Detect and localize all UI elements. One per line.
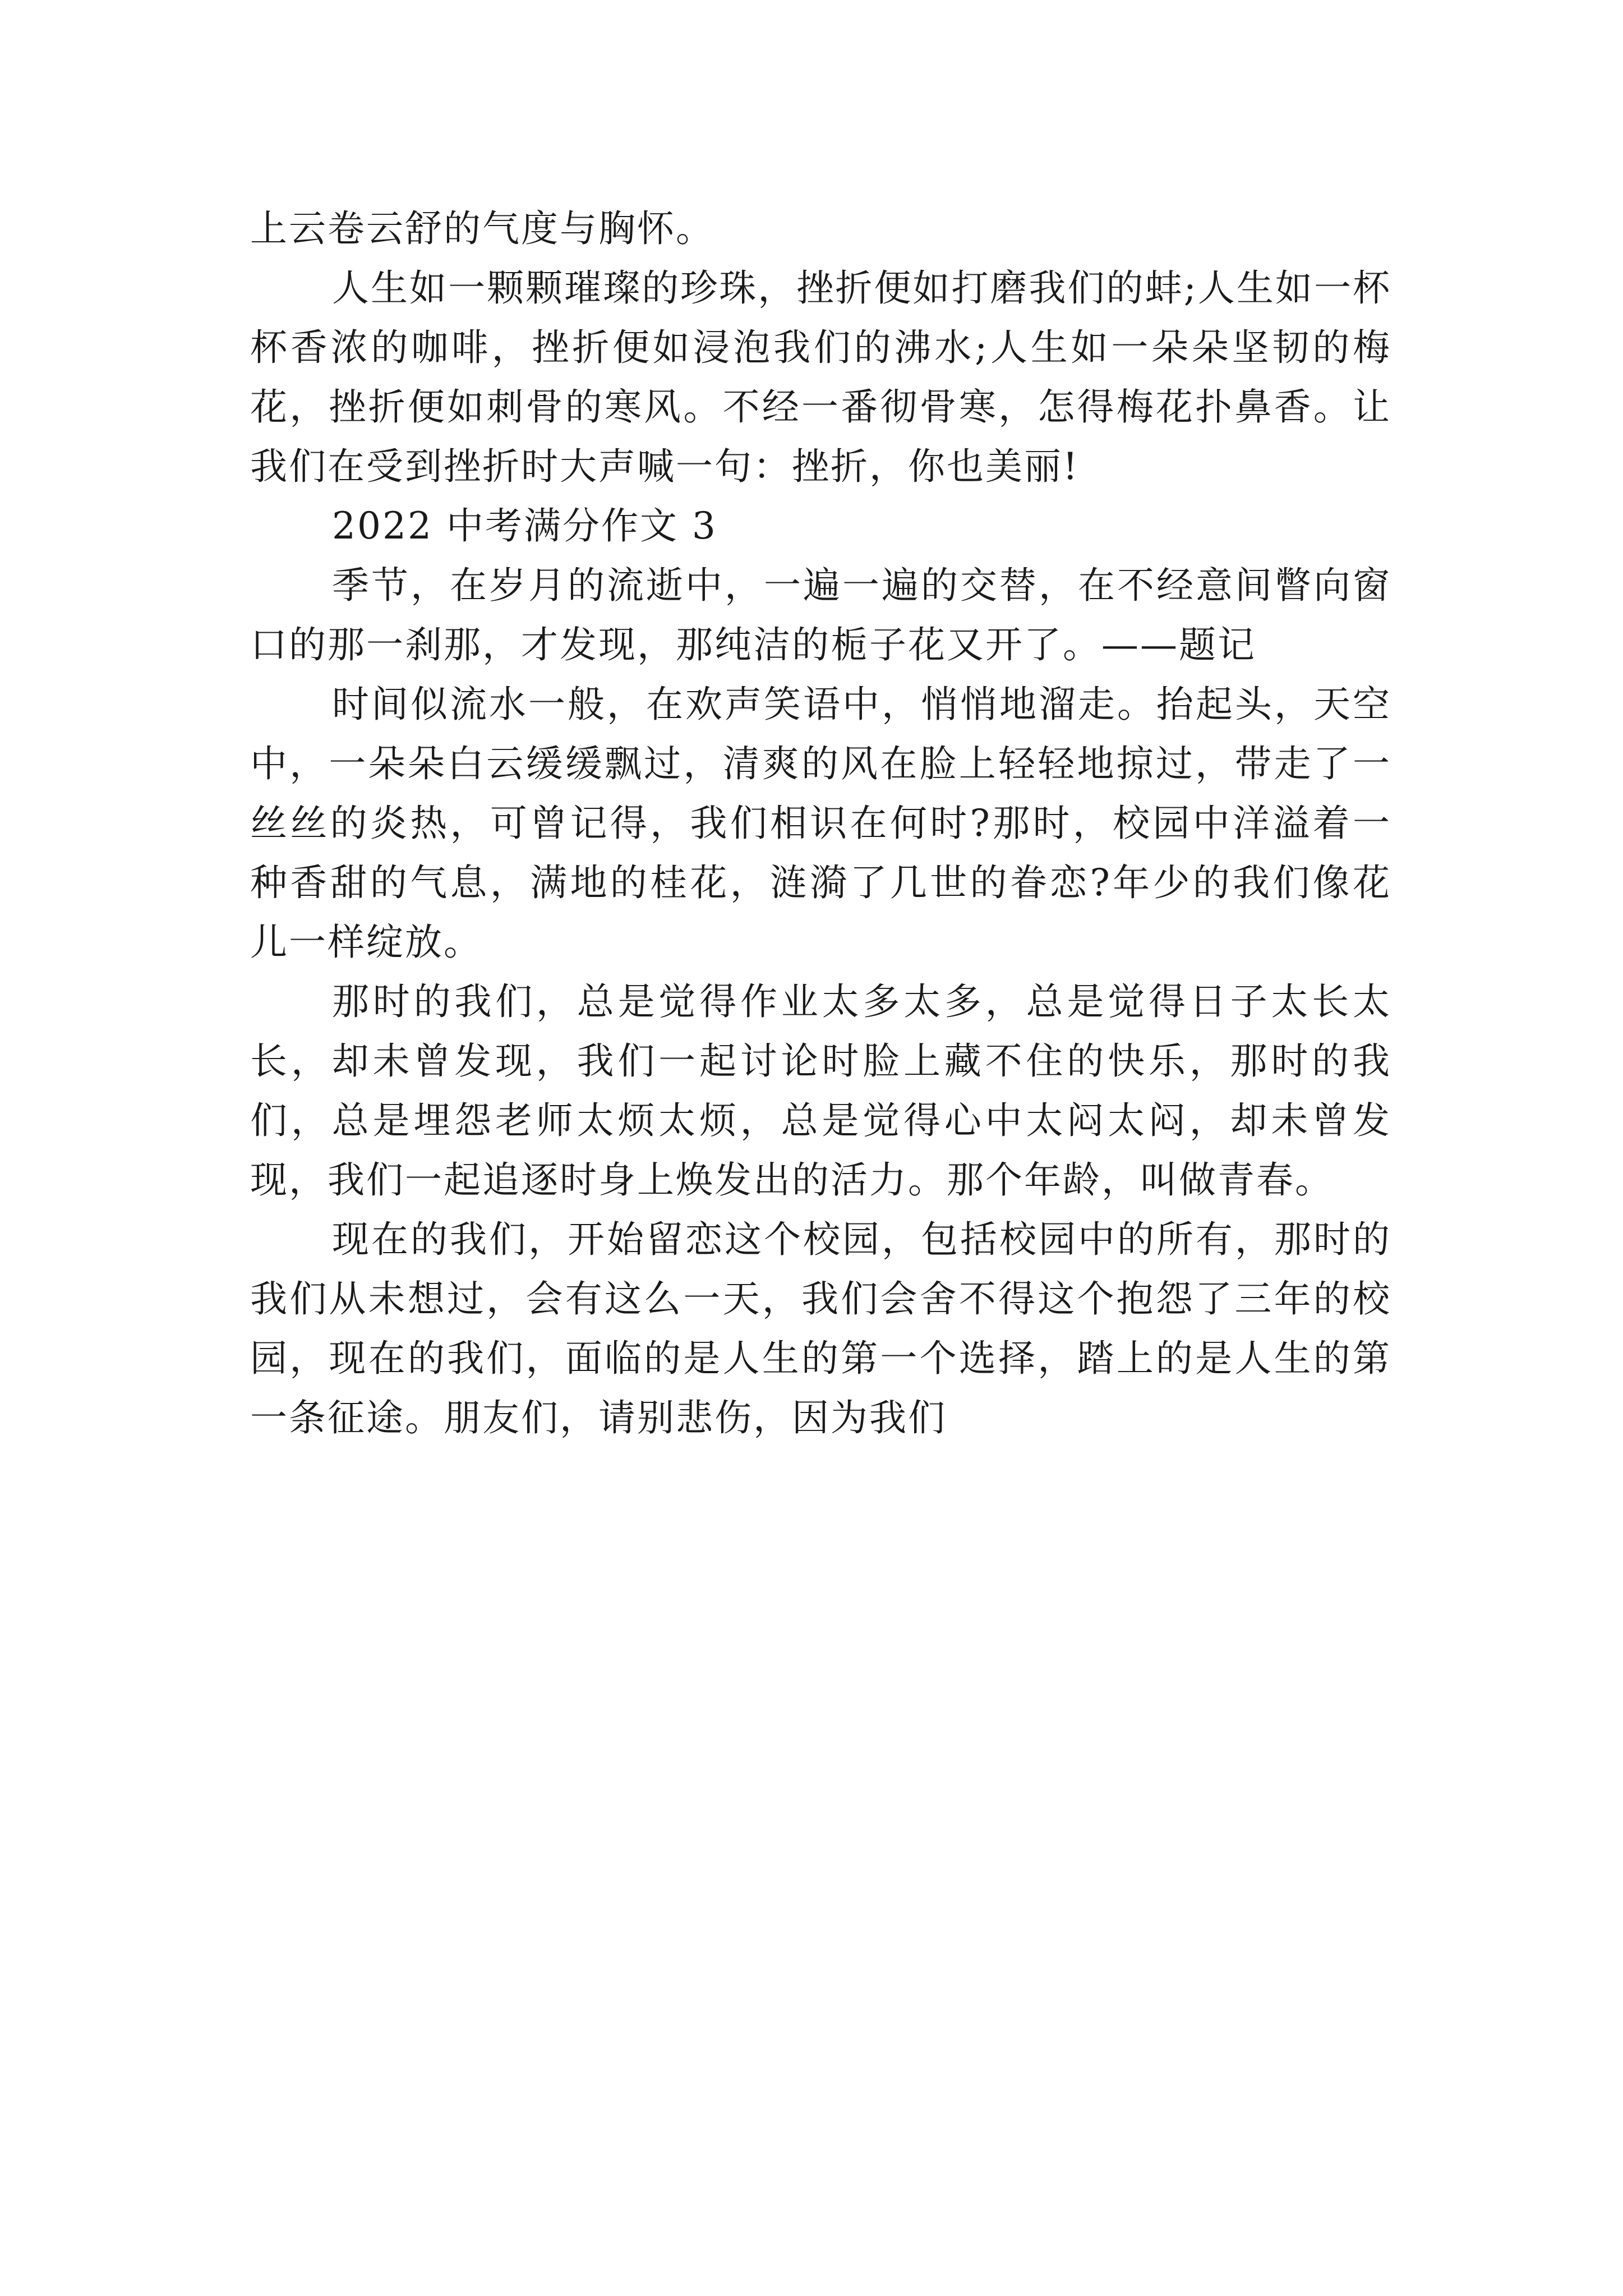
paragraph-time-flows: 时间似流水一般，在欢声笑语中，悄悄地溜走。抬起头，天空中，一朵朵白云缓缓飘过，清爽的风在脸上轻轻地掠过，带走了一丝丝的炎热，可曾记得，我们相识在何时?那时，校园中洋溢着一种香甜的气息，满地的桂花，涟漪了几世的眷恋?年少的我们像花儿一样绽放。	[250, 683, 1391, 964]
paragraph-epigraph: 季节，在岁月的流逝中，一遍一遍的交替，在不经意间瞥向窗口的那一刹那，才发现，那纯洁的栀子花又开了。——题记	[250, 564, 1391, 666]
paragraph-setback-metaphor: 人生如一颗颗璀璨的珍珠，挫折便如打磨我们的蚌;人生如一杯杯香浓的咖啡，挫折便如浸泡我们的沸水;人生如一朵朵坚韧的梅花，挫折便如刺骨的寒风。不经一番彻骨寒，怎得梅花扑鼻香。让我们在受到挫折时大声喊一句：挫折，你也美丽!	[250, 266, 1391, 488]
paragraph-continued: 上云卷云舒的气度与胸怀。	[250, 207, 714, 250]
essay-body	[250, 199, 1391, 1448]
essay-heading: 2022 中考满分作文 3	[332, 504, 717, 547]
paragraph-youth: 那时的我们，总是觉得作业太多太多，总是觉得日子太长太长，却未曾发现，我们一起讨论时脸上藏不住的快乐，那时的我们，总是埋怨老师太烦太烦，总是觉得心中太闷太闷，却未曾发现，我们一起追逐时身上焕发出的活力。那个年龄，叫做青春。	[250, 980, 1391, 1202]
paragraph-now: 现在的我们，开始留恋这个校园，包括校园中的所有，那时的我们从未想过，会有这么一天，我们会舍不得这个抱怨了三年的校园，现在的我们，面临的是人生的第一个选择，踏上的是人生的第一条征途。朋友们，请别悲伤，因为我们	[250, 1218, 1391, 1439]
